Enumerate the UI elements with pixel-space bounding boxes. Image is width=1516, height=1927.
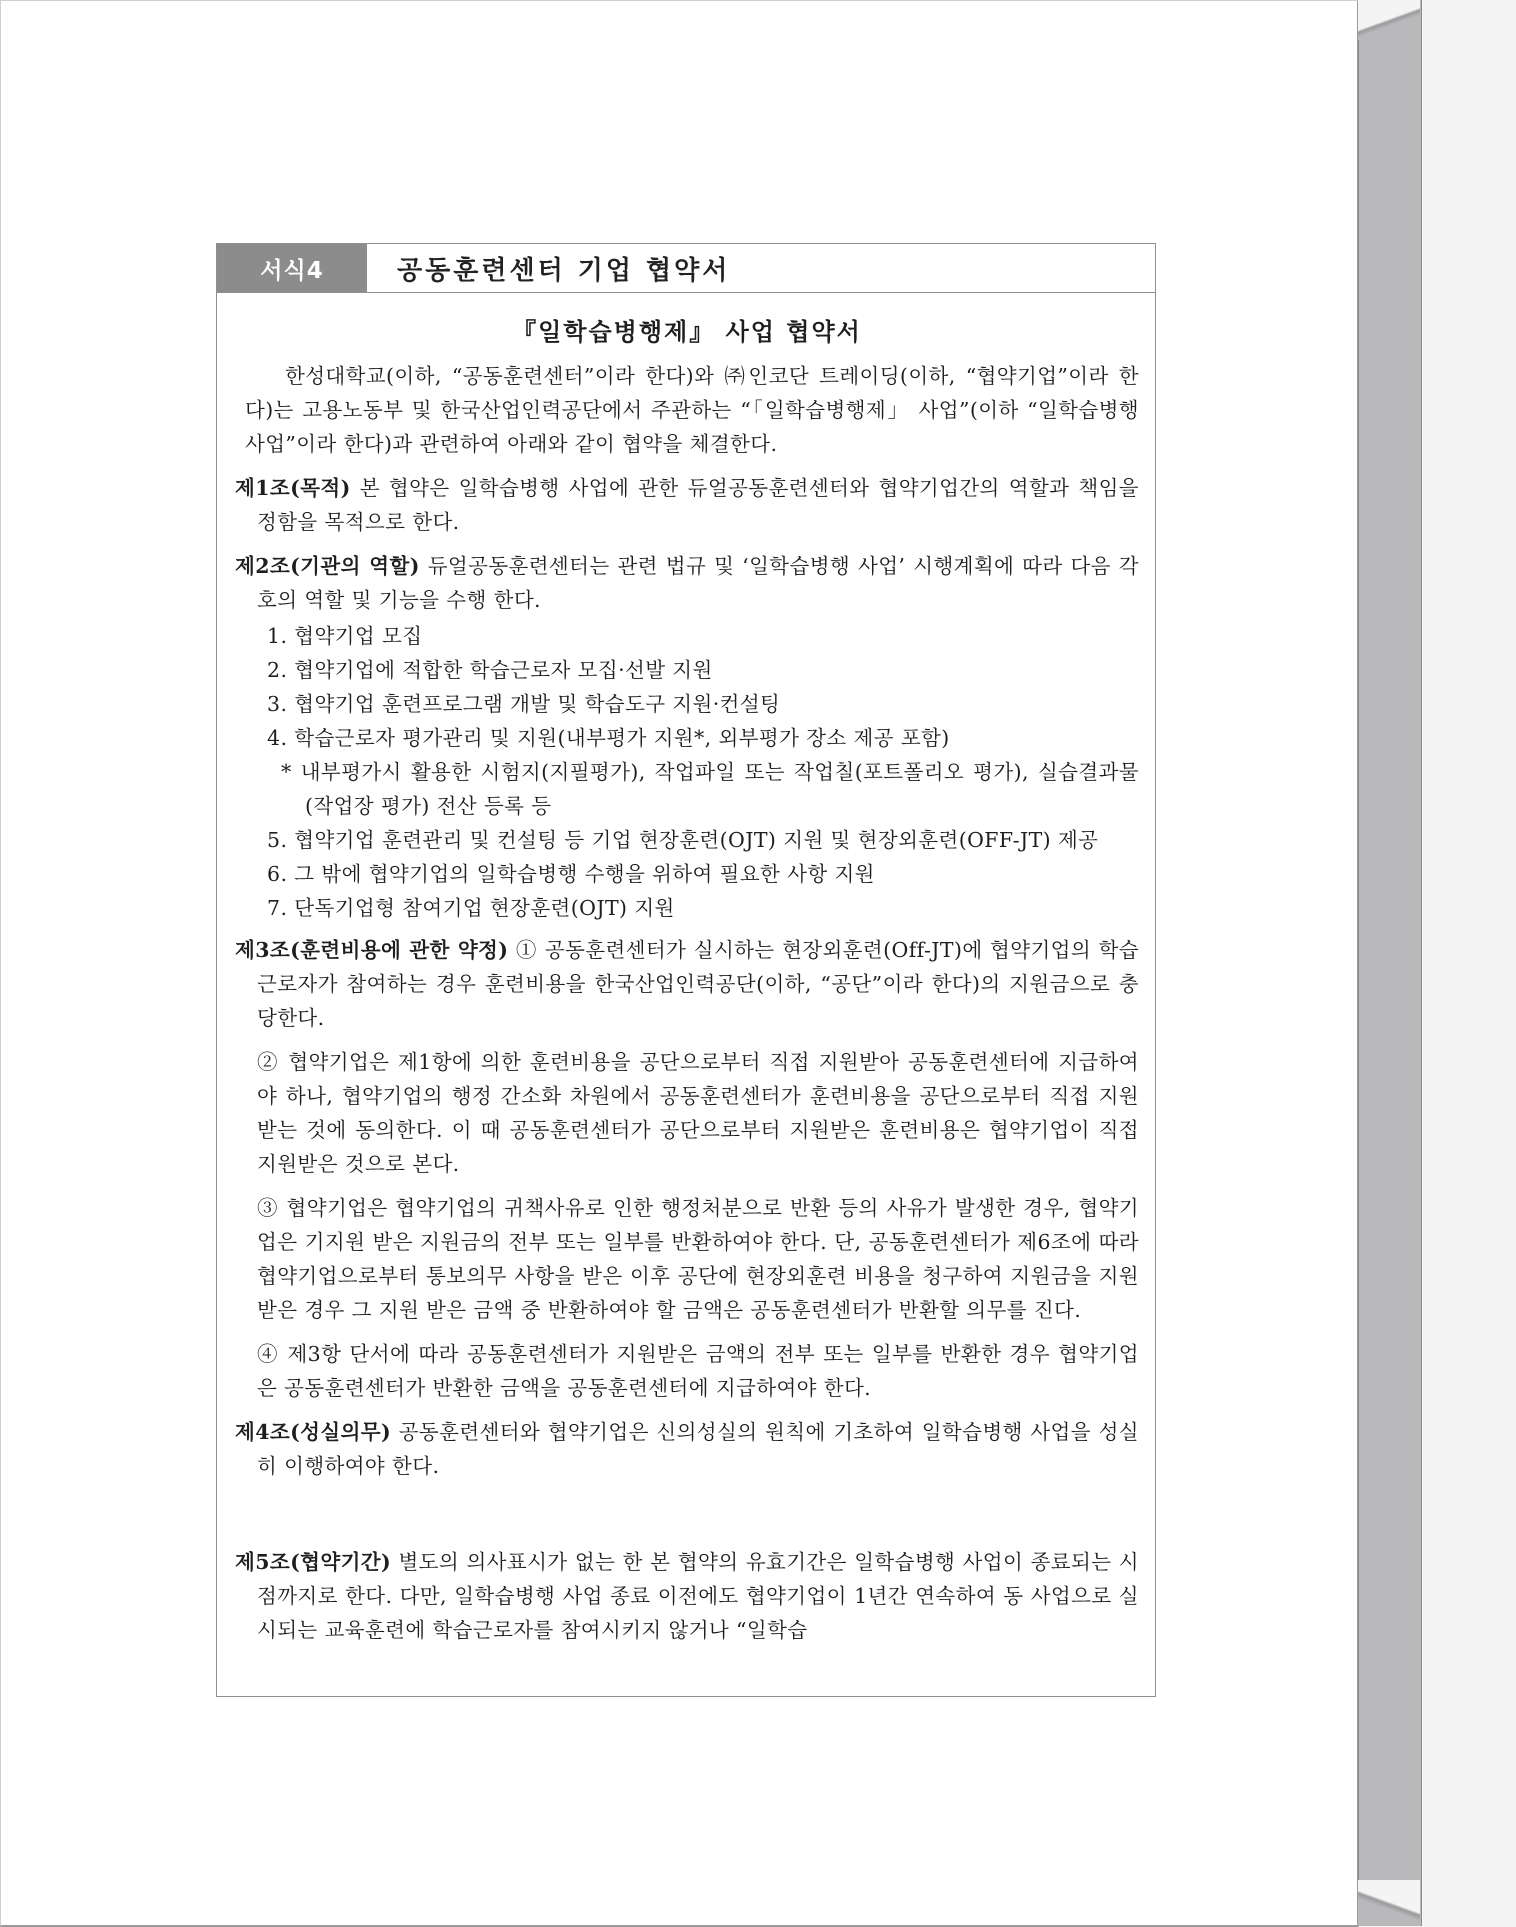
section-gap [235,1493,1139,1545]
article-3 [235,933,1139,1035]
article-4 [235,1415,1139,1483]
document-body [217,293,1155,1647]
article-5 [235,1545,1139,1647]
article-3-paragraph-2: ② 협약기업은 제1항에 의한 훈련비용을 공단으로부터 직접 지원받아 공동훈련센터에 지급하여야 하나, 협약기업의 행정 간소화 차원에서 공동훈련센터가 훈련비용을 공단으로부터 직접 지원받는 것에 동의한다. 이 때 공동훈련센터가 공단으로부터 지원받은 훈련비용은 협약기업이 직접 지원받은 것으로 본다. [257,1050,1139,1176]
intro-paragraph: 한성대학교(이하, “공동훈련센터”이라 한다)와 ㈜인코단 트레이딩(이하, “협약기업”이라 한다)는 고용노동부 및 한국산업인력공단에서 주관하는 “「일학습병행제」 사업”(이하 “일학습병행 사업”이라 한다)과 관련하여 아래와 같이 협약을 체결한다. [245,364,1139,456]
list-item: 7. 단독기업형 참여기업 현장훈련(OJT) 지원 [267,896,675,920]
page-stack-corner-top [1358,0,1420,40]
form-frame [216,243,1156,1697]
form-number-tag: 서식4 [217,244,367,292]
page-stack-corner-bottom [1358,1880,1420,1926]
article-2-items-continued [235,823,1139,925]
article-2-heading: 제2조(기관의 역할) [235,554,420,578]
list-item: 2. 협약기업에 적합한 학습근로자 모집·선발 지원 [267,658,713,682]
list-item: 4. 학습근로자 평가관리 및 지원(내부평가 지원*, 외부평가 장소 제공 포함) [267,726,950,750]
list-item: 3. 협약기업 훈련프로그램 개발 및 학습도구 지원·컨설팅 [267,692,781,716]
article-2 [235,549,1139,617]
article-3-paragraph-4: ④ 제3항 단서에 따라 공동훈련센터가 지원받은 금액의 전부 또는 일부를 반환한 경우 협약기업은 공동훈련센터가 반환한 금액을 공동훈련센터에 지급하여야 한다. [257,1342,1139,1400]
form-header [217,244,1155,293]
article-4-heading: 제4조(성실의무) [235,1420,392,1444]
list-item: 6. 그 밖에 협약기업의 일학습병행 수행을 위하여 필요한 사항 지원 [267,862,875,886]
list-item: 1. 협약기업 모집 [267,624,423,648]
agreement-title: 『일학습병행제』 사업 협약서 [512,317,862,346]
article-3-text: ① 공동훈련센터가 실시하는 현장외훈련(Off-JT)에 협약기업의 학습근로자가 참여하는 경우 훈련비용을 한국산업인력공단(이하, “공단”이라 한다)의 지원금으로 충당한다. [257,938,1139,1030]
article-5-heading: 제5조(협약기간) [235,1550,392,1574]
article-2-items [235,619,1139,755]
article-1-heading: 제1조(목적) [235,476,351,500]
article-1 [235,471,1139,539]
article-3-paragraph-3: ③ 협약기업은 협약기업의 귀책사유로 인한 행정처분으로 반환 등의 사유가 발생한 경우, 협약기업은 기지원 받은 지원금의 전부 또는 일부를 반환하여야 한다. 단, 공동훈련센터가 제6조에 따라 협약기업으로부터 통보의무 사항을 받은 이후 공단에 현장외훈련 비용을 청구하여 지원금을 지원 받은 경우 그 지원 받은 금액 중 반환하여야 할 금액은 공동훈련센터가 반환할 의무를 진다. [257,1196,1139,1322]
article-3-heading: 제3조(훈련비용에 관한 약정) [235,938,509,962]
article-4-text: 공동훈련센터와 협약기업은 신의성실의 원칙에 기초하여 일학습병행 사업을 성실히 이행하여야 한다. [257,1420,1139,1478]
form-title: 공동훈련센터 기업 협약서 [397,255,731,286]
article-2-footnote: * 내부평가시 활용한 시험지(지필평가), 작업파일 또는 작업칠(포트폴리오 평가), 실습결과물(작업장 평가) 전산 등록 등 [281,760,1139,818]
page-stack-edge [1358,0,1422,1926]
article-2-text: 듀얼공동훈련센터는 관련 법규 및 ‘일학습병행 사업’ 시행계획에 따라 다음 각 호의 역할 및 기능을 수행 한다. [257,554,1139,612]
article-5-text: 별도의 의사표시가 없는 한 본 협약의 유효기간은 일학습병행 사업이 종료되는 시점까지로 한다. 다만, 일학습병행 사업 종료 이전에도 협약기업이 1년간 연속하여 동 사업으로 실시되는 교육훈련에 학습근로자를 참여시키지 않거나 “일학습 [257,1550,1139,1642]
list-item: 5. 협약기업 훈련관리 및 컨설팅 등 기업 현장훈련(OJT) 지원 및 현장외훈련(OFF-JT) 제공 [267,828,1099,852]
article-1-text: 본 협약은 일학습병행 사업에 관한 듀얼공동훈련센터와 협약기업간의 역할과 책임을 정함을 목적으로 한다. [257,476,1139,534]
